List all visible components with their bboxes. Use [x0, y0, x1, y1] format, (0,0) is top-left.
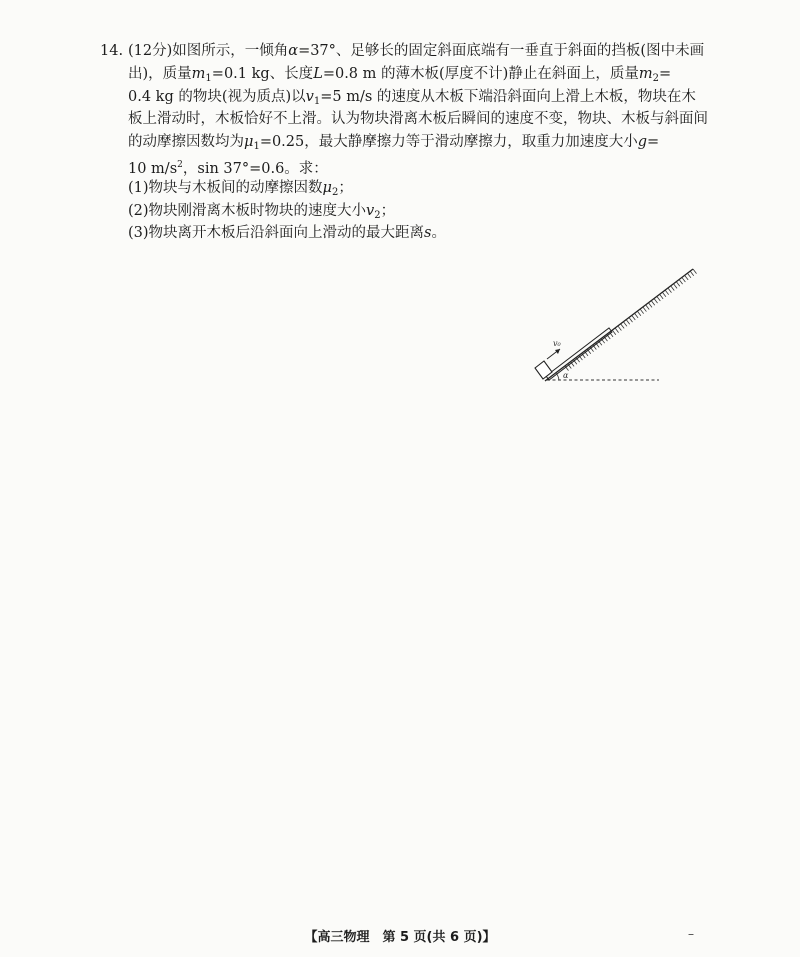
question-line-3: 0.4 kg 的物块(视为质点)以$v_1=5$ m/s 的速度从木板下端沿斜面向上滑上木板，物块在木	[128, 88, 696, 107]
incline-hatching	[565, 269, 697, 371]
hatch-mark	[679, 280, 683, 285]
hatch-mark	[651, 301, 655, 306]
hatch-mark	[629, 318, 633, 323]
hatch-mark	[676, 282, 680, 287]
hatch-mark	[662, 292, 666, 297]
hatch-mark	[654, 299, 658, 304]
incline-surface	[545, 269, 693, 381]
hatch-mark	[674, 284, 678, 289]
sub-question-3: (3)物块离开木板后沿斜面向上滑动的最大距离s。	[128, 225, 446, 242]
hatch-mark	[657, 296, 661, 301]
hatch-mark	[612, 330, 616, 335]
question-line-2: 出)，质量$m_1=0.1$ kg、长度L=0.8 m 的薄木板(厚度不计)静止在斜面上，质量$m_2=$	[128, 65, 672, 84]
hatch-mark	[643, 307, 647, 312]
hatch-mark	[671, 286, 675, 291]
hatch-mark	[685, 275, 689, 280]
hatch-mark	[621, 324, 625, 329]
sub-question-1: (1)物块与木板间的动摩擦因数$\mu_2$；	[128, 179, 353, 198]
hatch-mark	[615, 328, 619, 333]
question-line-1: (12分)如图所示，一倾角α=37°、足够长的固定斜面底端有一垂直于斜面的挡板(图中未画	[128, 43, 705, 59]
hatch-mark	[665, 290, 669, 295]
hatch-mark	[648, 303, 652, 308]
hatch-mark	[687, 273, 691, 278]
question-number: 14.	[100, 43, 124, 59]
sub-question-2: (2)物块刚滑离木板时物块的速度大小$v_2$；	[128, 202, 396, 221]
question-line-5: 的动摩擦因数均为$\mu_1=0.25$，最大静摩擦力等于滑动摩擦力，取重力加速度大小g=	[128, 134, 660, 153]
incline-diagram	[525, 262, 700, 390]
velocity-label: v₀	[553, 339, 561, 348]
hatch-mark	[626, 320, 630, 325]
hatch-mark	[693, 269, 697, 274]
block	[535, 361, 552, 379]
velocity-arrowhead	[555, 349, 560, 354]
question-line-4: 板上滑动时，木板恰好不上滑。认为物块滑离木板后瞬间的速度不变，物块、木板与斜面间	[128, 111, 708, 128]
angle-label: α	[563, 371, 569, 380]
hatch-mark	[660, 294, 664, 299]
hatch-mark	[637, 311, 641, 316]
hatch-mark	[690, 271, 694, 276]
question-line-6: 10 $m/s^2$，sin 37°=0.6。求：	[128, 160, 328, 177]
hatch-mark	[635, 313, 639, 318]
corner-mark: –	[688, 927, 694, 941]
hatch-mark	[646, 305, 650, 310]
hatch-mark	[623, 322, 627, 327]
hatch-mark	[618, 326, 622, 331]
hatch-mark	[632, 315, 636, 320]
page-footer: 【高三物理 第 5 页(共 6 页)】	[304, 930, 496, 945]
hatch-mark	[640, 309, 644, 314]
hatch-mark	[682, 277, 686, 282]
hatch-mark	[668, 288, 672, 293]
